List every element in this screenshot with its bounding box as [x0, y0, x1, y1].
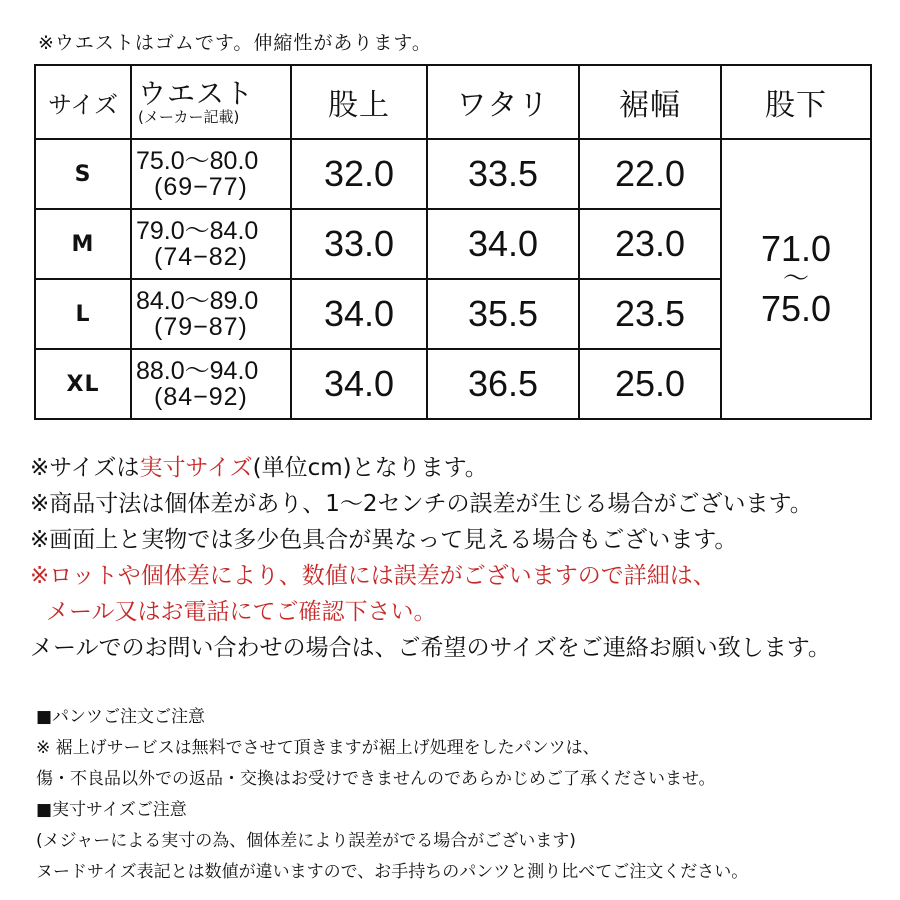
waist-range: 88.0〜94.0 [136, 356, 259, 385]
header-hem: 裾幅 [579, 65, 721, 139]
note-unit [30, 450, 831, 486]
hem-cell: 25.0 [579, 349, 721, 419]
waist-cell [131, 349, 291, 419]
note-inquiry: メールでのお問い合わせの場合は、ご希望のサイズをご連絡お願い致します。 [30, 635, 831, 661]
note-unit-pre: ※サイズは [30, 455, 140, 481]
waist-elastic-note: ※ウエストはゴムです。伸縮性があります。 [38, 32, 432, 54]
waist-cell [131, 209, 291, 279]
note-unit-highlight: 実寸サイズ [139, 455, 253, 481]
waist-range: 84.0〜89.0 [136, 286, 259, 315]
header-thigh: ワタリ [427, 65, 579, 139]
pants-return-note: 傷・不良品以外での返品・交換はお受けできませんのであらかじめご了承くださいませ。 [36, 769, 716, 789]
waist-label-size: (69−77) [154, 173, 248, 201]
size-notes [30, 450, 831, 666]
note-color: ※画面上と実物では多少色具合が異なって見える場合もございます。 [30, 527, 738, 553]
hem-cell: 23.5 [579, 279, 721, 349]
note-contact: メール又はお電話にてご確認下さい。 [46, 599, 437, 625]
header-rise: 股上 [291, 65, 427, 139]
table-row [35, 139, 871, 209]
waist-cell [131, 139, 291, 209]
rise-cell: 32.0 [291, 139, 427, 209]
waist-label-size: (84−92) [154, 383, 248, 411]
thigh-cell: 33.5 [427, 139, 579, 209]
thigh-cell: 36.5 [427, 349, 579, 419]
actual-size-heading: ■実寸サイズご注意 [36, 800, 187, 820]
rise-cell: 34.0 [291, 279, 427, 349]
table-header-row [35, 65, 871, 139]
waist-label-size: (79−87) [154, 313, 248, 341]
inseam-min: 71.0 [760, 228, 832, 270]
pants-notes-heading: ■パンツご注文ご注意 [36, 707, 206, 727]
hem-cell: 23.0 [579, 209, 721, 279]
inseam-max: 75.0 [760, 287, 832, 329]
pants-order-notes [36, 702, 748, 888]
hem-cell: 22.0 [579, 139, 721, 209]
waist-cell [131, 279, 291, 349]
note-lot-variance: ※ロットや個体差により、数値には誤差がございますので詳細は、 [30, 563, 716, 589]
note-unit-post: (単位cm)となります。 [252, 455, 488, 481]
inseam-cell [721, 139, 871, 419]
waist-range: 75.0〜80.0 [136, 146, 259, 175]
actual-size-note: (メジャーによる実寸の為、個体差により誤差がでる場合がございます) [36, 831, 576, 851]
rise-cell: 33.0 [291, 209, 427, 279]
note-tolerance: ※商品寸法は個体差があり、1〜2センチの誤差が生じる場合がございます。 [30, 491, 813, 517]
size-chart-table [34, 64, 872, 420]
header-waist-label: ウエスト [138, 76, 255, 110]
size-cell: L [35, 279, 131, 349]
waist-range: 79.0〜84.0 [136, 216, 259, 245]
header-inseam: 股下 [721, 65, 871, 139]
size-cell: XL [35, 349, 131, 419]
header-waist-sub: (メーカー記載) [138, 107, 240, 126]
size-cell: S [35, 139, 131, 209]
waist-label-size: (74−82) [154, 243, 248, 271]
pants-hemming-note: ※ 裾上げサービスは無料でさせて頂きますが裾上げ処理をしたパンツは、 [36, 738, 600, 758]
header-waist [131, 65, 291, 139]
size-cell: M [35, 209, 131, 279]
rise-cell: 34.0 [291, 349, 427, 419]
nude-size-note: ヌードサイズ表記とは数値が違いますので、お手持ちのパンツと測り比べてご注文ください。 [36, 862, 749, 882]
thigh-cell: 34.0 [427, 209, 579, 279]
header-size: サイズ [35, 65, 131, 139]
thigh-cell: 35.5 [427, 279, 579, 349]
inseam-separator: 〜 [782, 263, 809, 294]
